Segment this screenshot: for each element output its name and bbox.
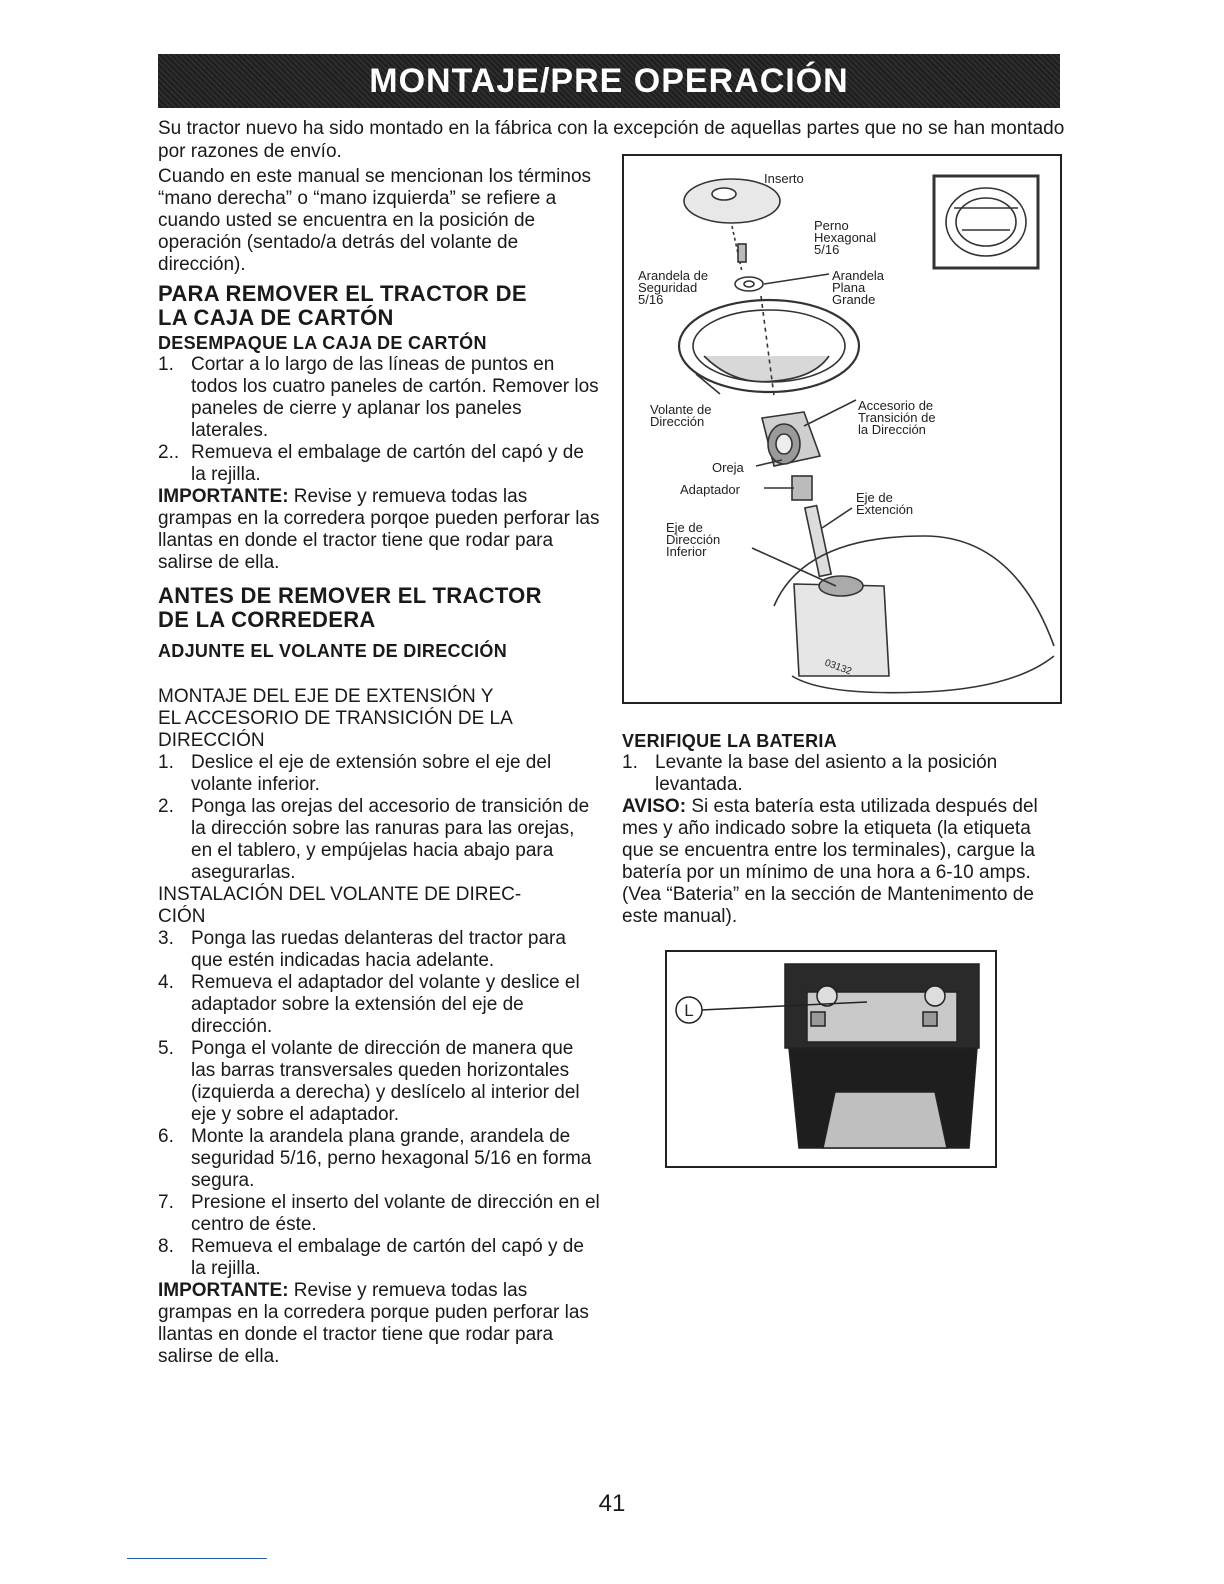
battery-figure (665, 950, 997, 1168)
mount-steps (158, 752, 600, 884)
label-arandela-plana-line2: Plana (832, 280, 866, 295)
label-eje-extension (856, 492, 913, 516)
subheading-attach: ADJUNTE EL VOLANTE DE DIRECCIÓN (158, 641, 507, 661)
install-title (158, 884, 600, 928)
step-text: Remueva el embalage de cartón del capó y de la rejilla. (191, 442, 584, 485)
left-column (158, 166, 600, 1368)
step-text: Remueva el embalage de cartón del capó y de la rejilla. (191, 1236, 584, 1279)
step-text: Cortar a lo largo de las líneas de puntos en todos los cuatro paneles de cartón. Remover los paneles de cierre y aplanar los paneles laterales. (191, 354, 599, 441)
step-text: Monte la arandela plana grande, arandela de seguridad 5/16, perno hexagonal 5/16 en forma segura. (191, 1126, 592, 1191)
list-item (158, 928, 600, 972)
list-item (158, 354, 600, 442)
step-text: Ponga el volante de dirección de manera que las barras transversales queden horizontales (izquierda a derecha) y deslícelo al interior del eje y sobre el adaptador. (191, 1038, 580, 1125)
list-item (158, 752, 600, 796)
mount-title-line3: DIRECCIÓN (158, 730, 265, 751)
important-label: IMPORTANTE: (158, 486, 289, 507)
notice-text: Si esta batería esta utilizada después del mes y año indicado sobre la etiqueta (la etiqueta que se encuentra entre los terminales), cargue la batería por un mínimo de una hora a 6-10 amps. (Vea “Bateria” en la sección de Mantenimento de este manual). (622, 796, 1038, 927)
section-heading-remove-line2: LA CAJA DE CARTÓN (158, 305, 394, 330)
section-heading-remove (158, 282, 600, 330)
label-eje-inferior-line3: Inferior (666, 544, 707, 559)
battery-drawing (667, 952, 995, 1166)
step-text: Presione el inserto del volante de dirección en el centro de éste. (191, 1192, 600, 1235)
step-number: 2. (158, 796, 174, 817)
step-number: 4. (158, 972, 174, 993)
step-number: 6. (158, 1126, 174, 1147)
step-text: Remueva el adaptador del volante y deslice el adaptador sobre la extensión del eje de dirección. (191, 972, 580, 1037)
inset-view-box (934, 176, 1038, 268)
step-number: 3. (158, 928, 174, 949)
step-number: 2.. (158, 442, 180, 463)
mount-title-line2: EL ACCESORIO DE TRANSICIÓN DE LA (158, 708, 513, 729)
install-title-line1: INSTALACIÓN DEL VOLANTE DE DIREC- (158, 884, 522, 905)
section-heading-remove-line1: PARA REMOVER EL TRACTOR DE (158, 281, 527, 306)
intro-paragraph: Su tractor nuevo ha sido montado en la fábrica con la excepción de aquellas partes que no se han montado por razones de envío. (158, 118, 1065, 162)
label-perno-line3: 5/16 (814, 242, 840, 257)
list-item (158, 972, 600, 1038)
label-eje-inferior (666, 522, 720, 558)
label-accesorio (858, 400, 936, 436)
list-item (622, 752, 1042, 796)
subheading-unpack: DESEMPAQUE LA CAJA DE CARTÓN (158, 333, 487, 353)
label-arandela-seguridad-line3: 5/16 (638, 292, 664, 307)
adapter (792, 476, 812, 500)
label-eje-extension-line2: Extención (856, 502, 914, 517)
label-accesorio-line2: Transición de (858, 410, 936, 425)
battery-heading: VERIFIQUE LA BATERIA (622, 731, 838, 751)
label-volante-line1: Volante de (650, 402, 712, 417)
step-text: Ponga las orejas del accesorio de transición de la dirección sobre las ranuras para las orejas, en el tablero, y empújelas hacia abajo para asegurarlas. (191, 796, 590, 883)
mount-title (158, 686, 600, 752)
important-text: Revise y remueva todas las grampas en la corredera porque puden perforar las llantas en donde el tractor tiene que rodar para salirse de ella. (158, 1280, 589, 1367)
section-heading-before-line1: ANTES DE REMOVER EL TRACTOR (158, 583, 542, 608)
label-perno-line2: Hexagonal (814, 230, 877, 245)
label-volante (650, 404, 711, 428)
label-arandela-seguridad (638, 270, 708, 306)
label-perno (814, 220, 876, 256)
label-accesorio-line1: Accesorio de (858, 398, 934, 413)
label-arandela-seguridad-line1: Arandela de (638, 268, 709, 283)
step-number: 8. (158, 1236, 174, 1257)
step-text: Deslice el eje de extensión sobre el eje del volante inferior. (191, 752, 552, 795)
label-volante-line2: Dirección (650, 414, 705, 429)
label-oreja: Oreja (712, 460, 744, 475)
figure-code: 03132 (823, 657, 854, 678)
unpack-steps (158, 354, 600, 486)
step-text: Ponga las ruedas delanteras del tractor para que estén indicadas hacia adelante. (191, 928, 566, 971)
list-item (158, 442, 600, 486)
label-arandela-seguridad-line2: Seguridad (638, 280, 698, 295)
label-arandela-plana-line1: Arandela (832, 268, 885, 283)
important-text: Revise y remueva todas las grampas en la corredera porqoe pueden perforar las llantas en donde el tractor tiene que rodar para salirse de ella. (158, 486, 600, 573)
steering-assembly-figure (622, 154, 1062, 704)
list-item (158, 1236, 600, 1280)
label-eje-inferior-line2: Dirección (666, 532, 721, 547)
right-column (622, 728, 1042, 928)
lock-washer (735, 277, 763, 291)
notice-label: AVISO: (622, 796, 687, 817)
footer-rule (127, 1558, 267, 1559)
install-title-line2: CIÓN (158, 906, 206, 927)
label-inserto: Inserto (764, 171, 804, 186)
important-label: IMPORTANTE: (158, 1280, 289, 1301)
list-item (158, 1126, 600, 1192)
label-eje-inferior-line1: Eje de (666, 520, 703, 535)
label-perno-line1: Perno (814, 218, 849, 233)
step-text: Levante la base del asiento a la posición levantada. (655, 752, 998, 795)
page-number: 41 (598, 1490, 626, 1517)
callout-letter: L (684, 1001, 694, 1020)
page-title-banner (158, 54, 1060, 108)
important-note-2 (158, 1280, 600, 1368)
notice-paragraph (622, 796, 1042, 928)
battery-steps (622, 752, 1042, 796)
list-item (158, 1192, 600, 1236)
extension-shaft (805, 506, 831, 577)
list-item (158, 796, 600, 884)
step-number: 5. (158, 1038, 174, 1059)
install-steps (158, 928, 600, 1280)
step-number: 1. (622, 752, 638, 773)
hex-bolt (738, 244, 746, 262)
section-heading-before (158, 584, 600, 632)
mount-title-line1: MONTAJE DEL EJE DE EXTENSIÓN Y (158, 686, 494, 707)
list-item (158, 1038, 600, 1126)
step-number: 7. (158, 1192, 174, 1213)
label-eje-extension-line1: Eje de (856, 490, 893, 505)
step-number: 1. (158, 354, 174, 375)
label-adaptador: Adaptador (680, 482, 740, 497)
step-number: 1. (158, 752, 174, 773)
section-heading-before-line2: DE LA CORREDERA (158, 607, 376, 632)
label-arandela-plana-line3: Grande (832, 292, 876, 307)
orientation-paragraph: Cuando en este manual se mencionan los términos “mano derecha” o “mano izquierda” se refiere a cuando usted se encuentra en la posición de operación (sentado/a detrás del volante de dirección). (158, 166, 592, 275)
label-accesorio-line3: la Dirección (858, 422, 926, 437)
label-arandela-plana (832, 270, 884, 306)
important-note-1 (158, 486, 600, 574)
page-title: MONTAJE/PRE OPERACIÓN (369, 62, 849, 100)
